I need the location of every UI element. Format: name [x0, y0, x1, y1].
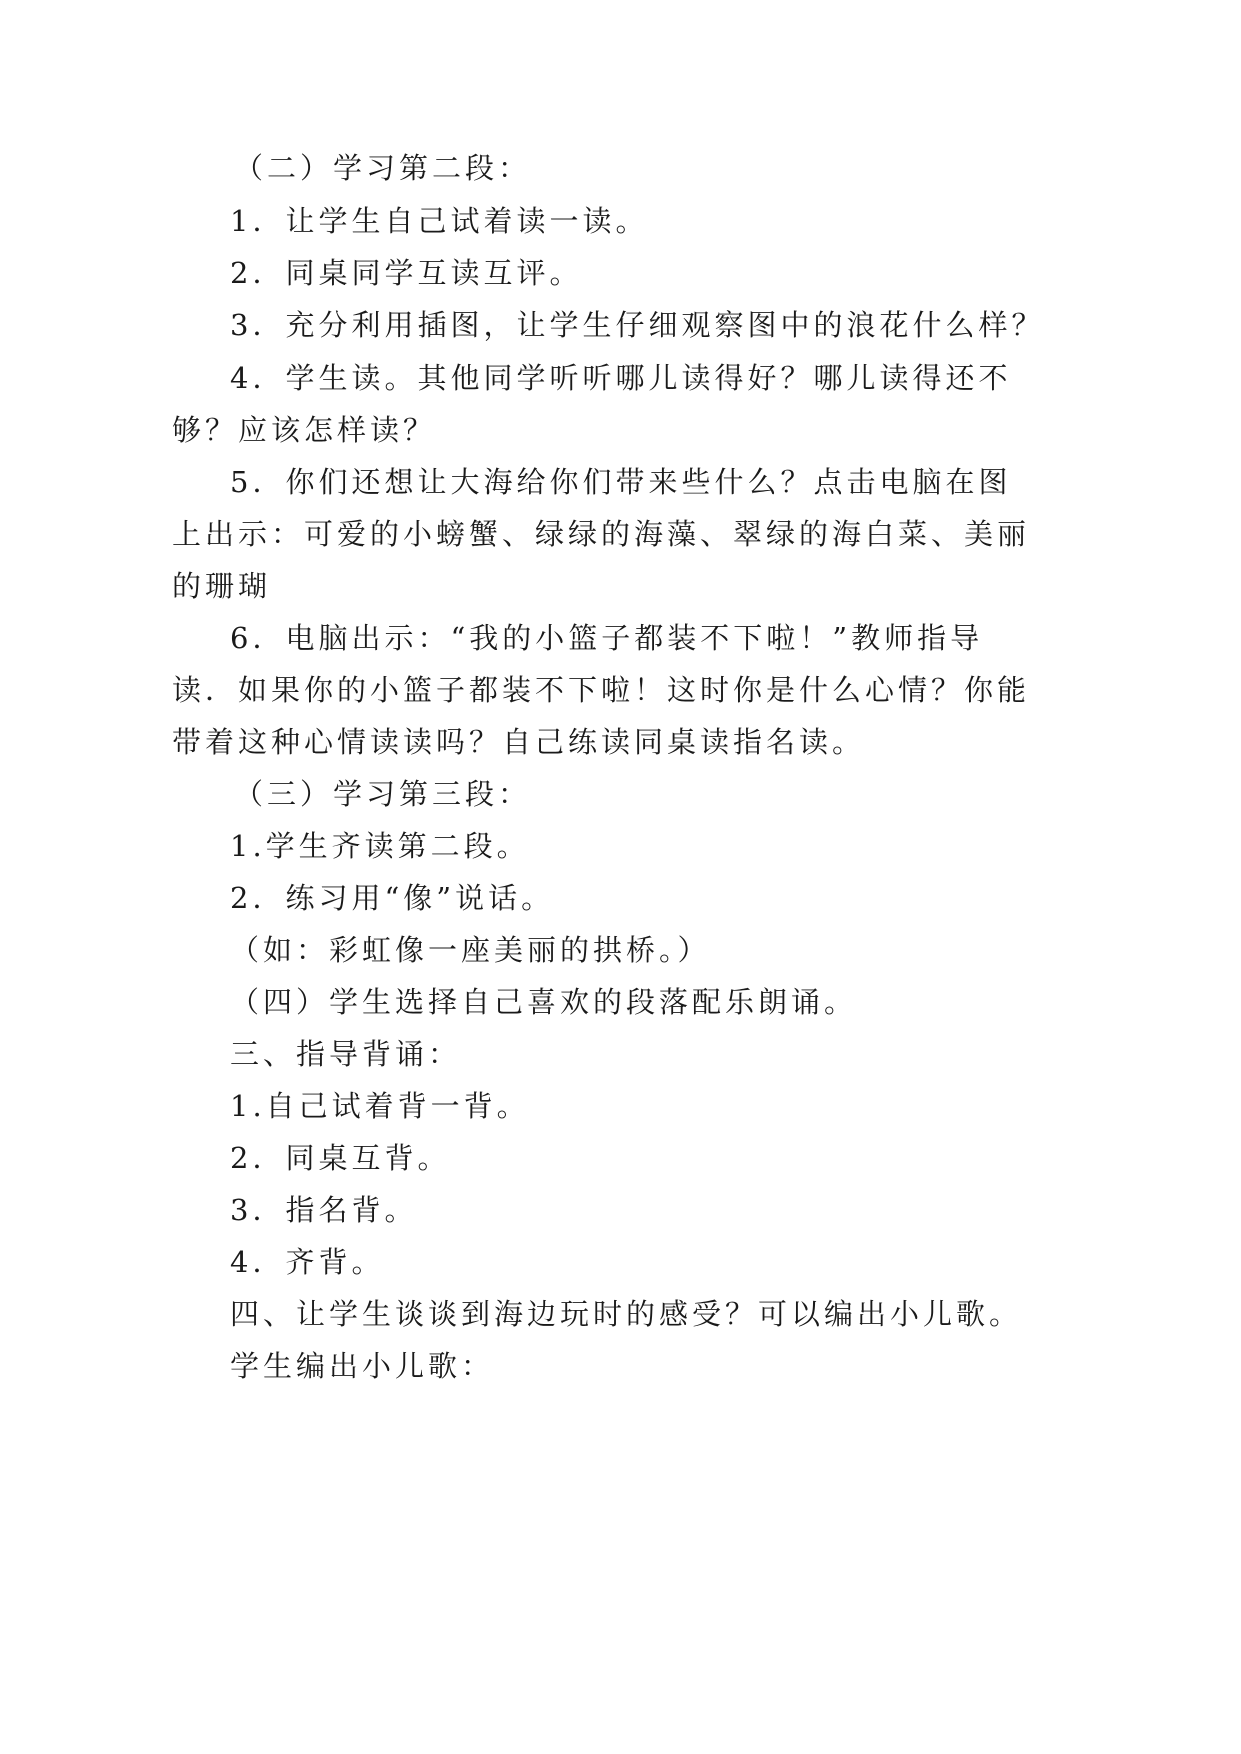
paragraph-line: 2．同桌同学互读互评。 [230, 256, 583, 290]
paragraph-line: 带着这种心情读读吗？自己练读同桌读指名读。 [172, 725, 866, 759]
paragraph-line: 2．同桌互背。 [230, 1141, 451, 1175]
section-heading-3: （三）学习第三段： [234, 777, 532, 811]
paragraph-line: 2．练习用“像”说话。 [230, 881, 555, 915]
paragraph-line: 6．电脑出示：“我的小篮子都装不下啦！”教师指导 [230, 621, 984, 655]
section-heading-2: （二）学习第二段： [234, 151, 532, 185]
paragraph-line: 1．让学生自己试着读一读。 [230, 204, 649, 238]
section-heading-main-3: 三、指导背诵： [230, 1037, 462, 1071]
paragraph-line: 1.自己试着背一背。 [230, 1089, 530, 1123]
section-heading-4: （四）学生选择自己喜欢的段落配乐朗诵。 [230, 985, 858, 1019]
paragraph-line: 3．指名背。 [230, 1193, 418, 1227]
paragraph-line: 5．你们还想让大海给你们带来些什么？点击电脑在图 [230, 465, 1012, 499]
paragraph-line: 1.学生齐读第二段。 [230, 829, 530, 863]
paragraph-line: 4．学生读。其他同学听听哪儿读得好？哪儿读得还不 [230, 361, 1012, 395]
paragraph-line: 4．齐背。 [230, 1245, 385, 1279]
paragraph-line: 的珊瑚 [172, 569, 272, 603]
paragraph-line: 学生编出小儿歌： [230, 1349, 495, 1383]
paragraph-line: （如：彩虹像一座美丽的拱桥。） [230, 933, 711, 967]
paragraph-line: 读．如果你的小篮子都装不下啦！这时你是什么心情？你能 [172, 673, 1031, 707]
paragraph-line: 3．充分利用插图，让学生仔细观察图中的浪花什么样？ [230, 308, 1045, 342]
section-heading-main-4: 四、让学生谈谈到海边玩时的感受？可以编出小儿歌。 [230, 1297, 1023, 1331]
paragraph-line: 够？应该怎样读？ [172, 413, 437, 447]
paragraph-line: 上出示：可爱的小螃蟹、绿绿的海藻、翠绿的海白菜、美丽 [172, 517, 1031, 551]
